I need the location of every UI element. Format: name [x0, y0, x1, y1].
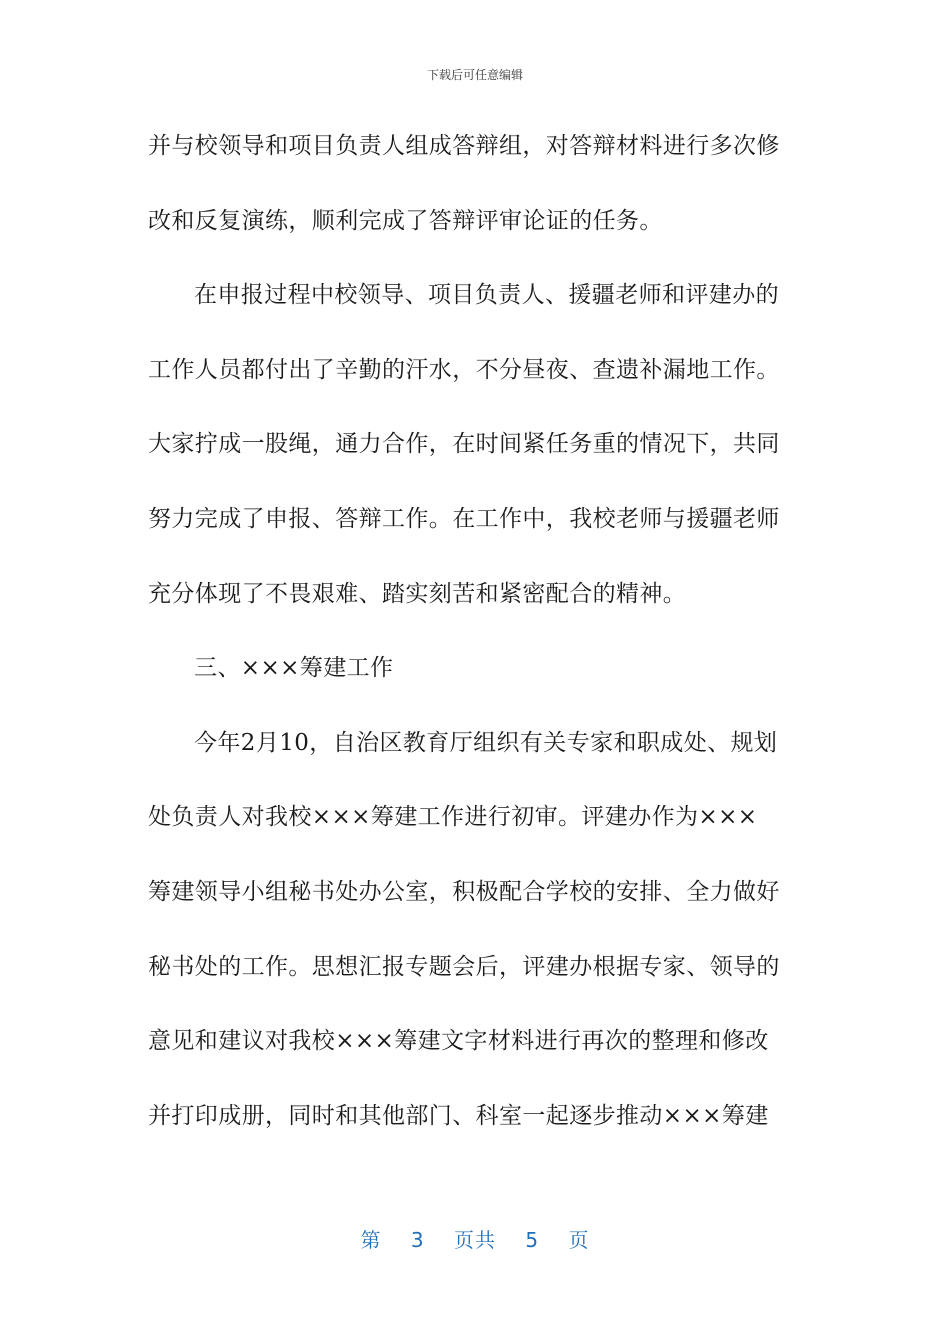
- paragraph-line: 秘书处的工作。思想汇报专题会后，评建办根据专家、领导的: [148, 953, 780, 980]
- paragraph-line: 处负责人对我校×××筹建工作进行初审。评建办作为×××: [148, 804, 758, 831]
- document-body: [148, 122, 808, 1166]
- paragraph-line: 改和反复演练，顺利完成了答辩评审论证的任务。: [148, 207, 663, 234]
- paragraph-line: 筹建领导小组秘书处办公室，积极配合学校的安排、全力做好: [148, 878, 780, 905]
- paragraph-line: 并与校领导和项目负责人组成答辩组，对答辩材料进行多次修: [148, 133, 780, 159]
- header-note: 下载后可任意编辑: [426, 68, 523, 82]
- paragraph-line: 努力完成了申报、答辩工作。在工作中，我校老师与援疆老师: [148, 505, 780, 532]
- current-page-number: 3: [410, 1228, 425, 1252]
- paragraph-line: 今年2月10，自治区教育厅组织有关专家和职成处、规划: [194, 729, 778, 756]
- paragraph-line: 并打印成册，同时和其他部门、科室一起逐步推动×××筹建: [148, 1102, 769, 1129]
- paragraph-line: 在申报过程中校领导、项目负责人、援疆老师和评建办的: [194, 282, 779, 309]
- paragraph-line: 意见和建议对我校×××筹建文字材料进行再次的整理和修改: [148, 1028, 769, 1055]
- total-page-count: 5: [525, 1228, 540, 1252]
- paragraph-line: 大家拧成一股绳，通力合作，在时间紧任务重的情况下，共同: [148, 431, 780, 458]
- section-heading: 三、×××筹建工作: [194, 655, 394, 682]
- footer-suffix: 页: [568, 1228, 590, 1252]
- footer-middle: 页共: [454, 1228, 496, 1252]
- page-number-footer: [0, 1224, 950, 1253]
- paragraph-line: 工作人员都付出了辛勤的汗水，不分昼夜、查遗补漏地工作。: [148, 356, 780, 383]
- footer-prefix: 第: [360, 1228, 382, 1252]
- paragraph-line: 充分体现了不畏艰难、踏实刻苦和紧密配合的精神。: [148, 580, 687, 607]
